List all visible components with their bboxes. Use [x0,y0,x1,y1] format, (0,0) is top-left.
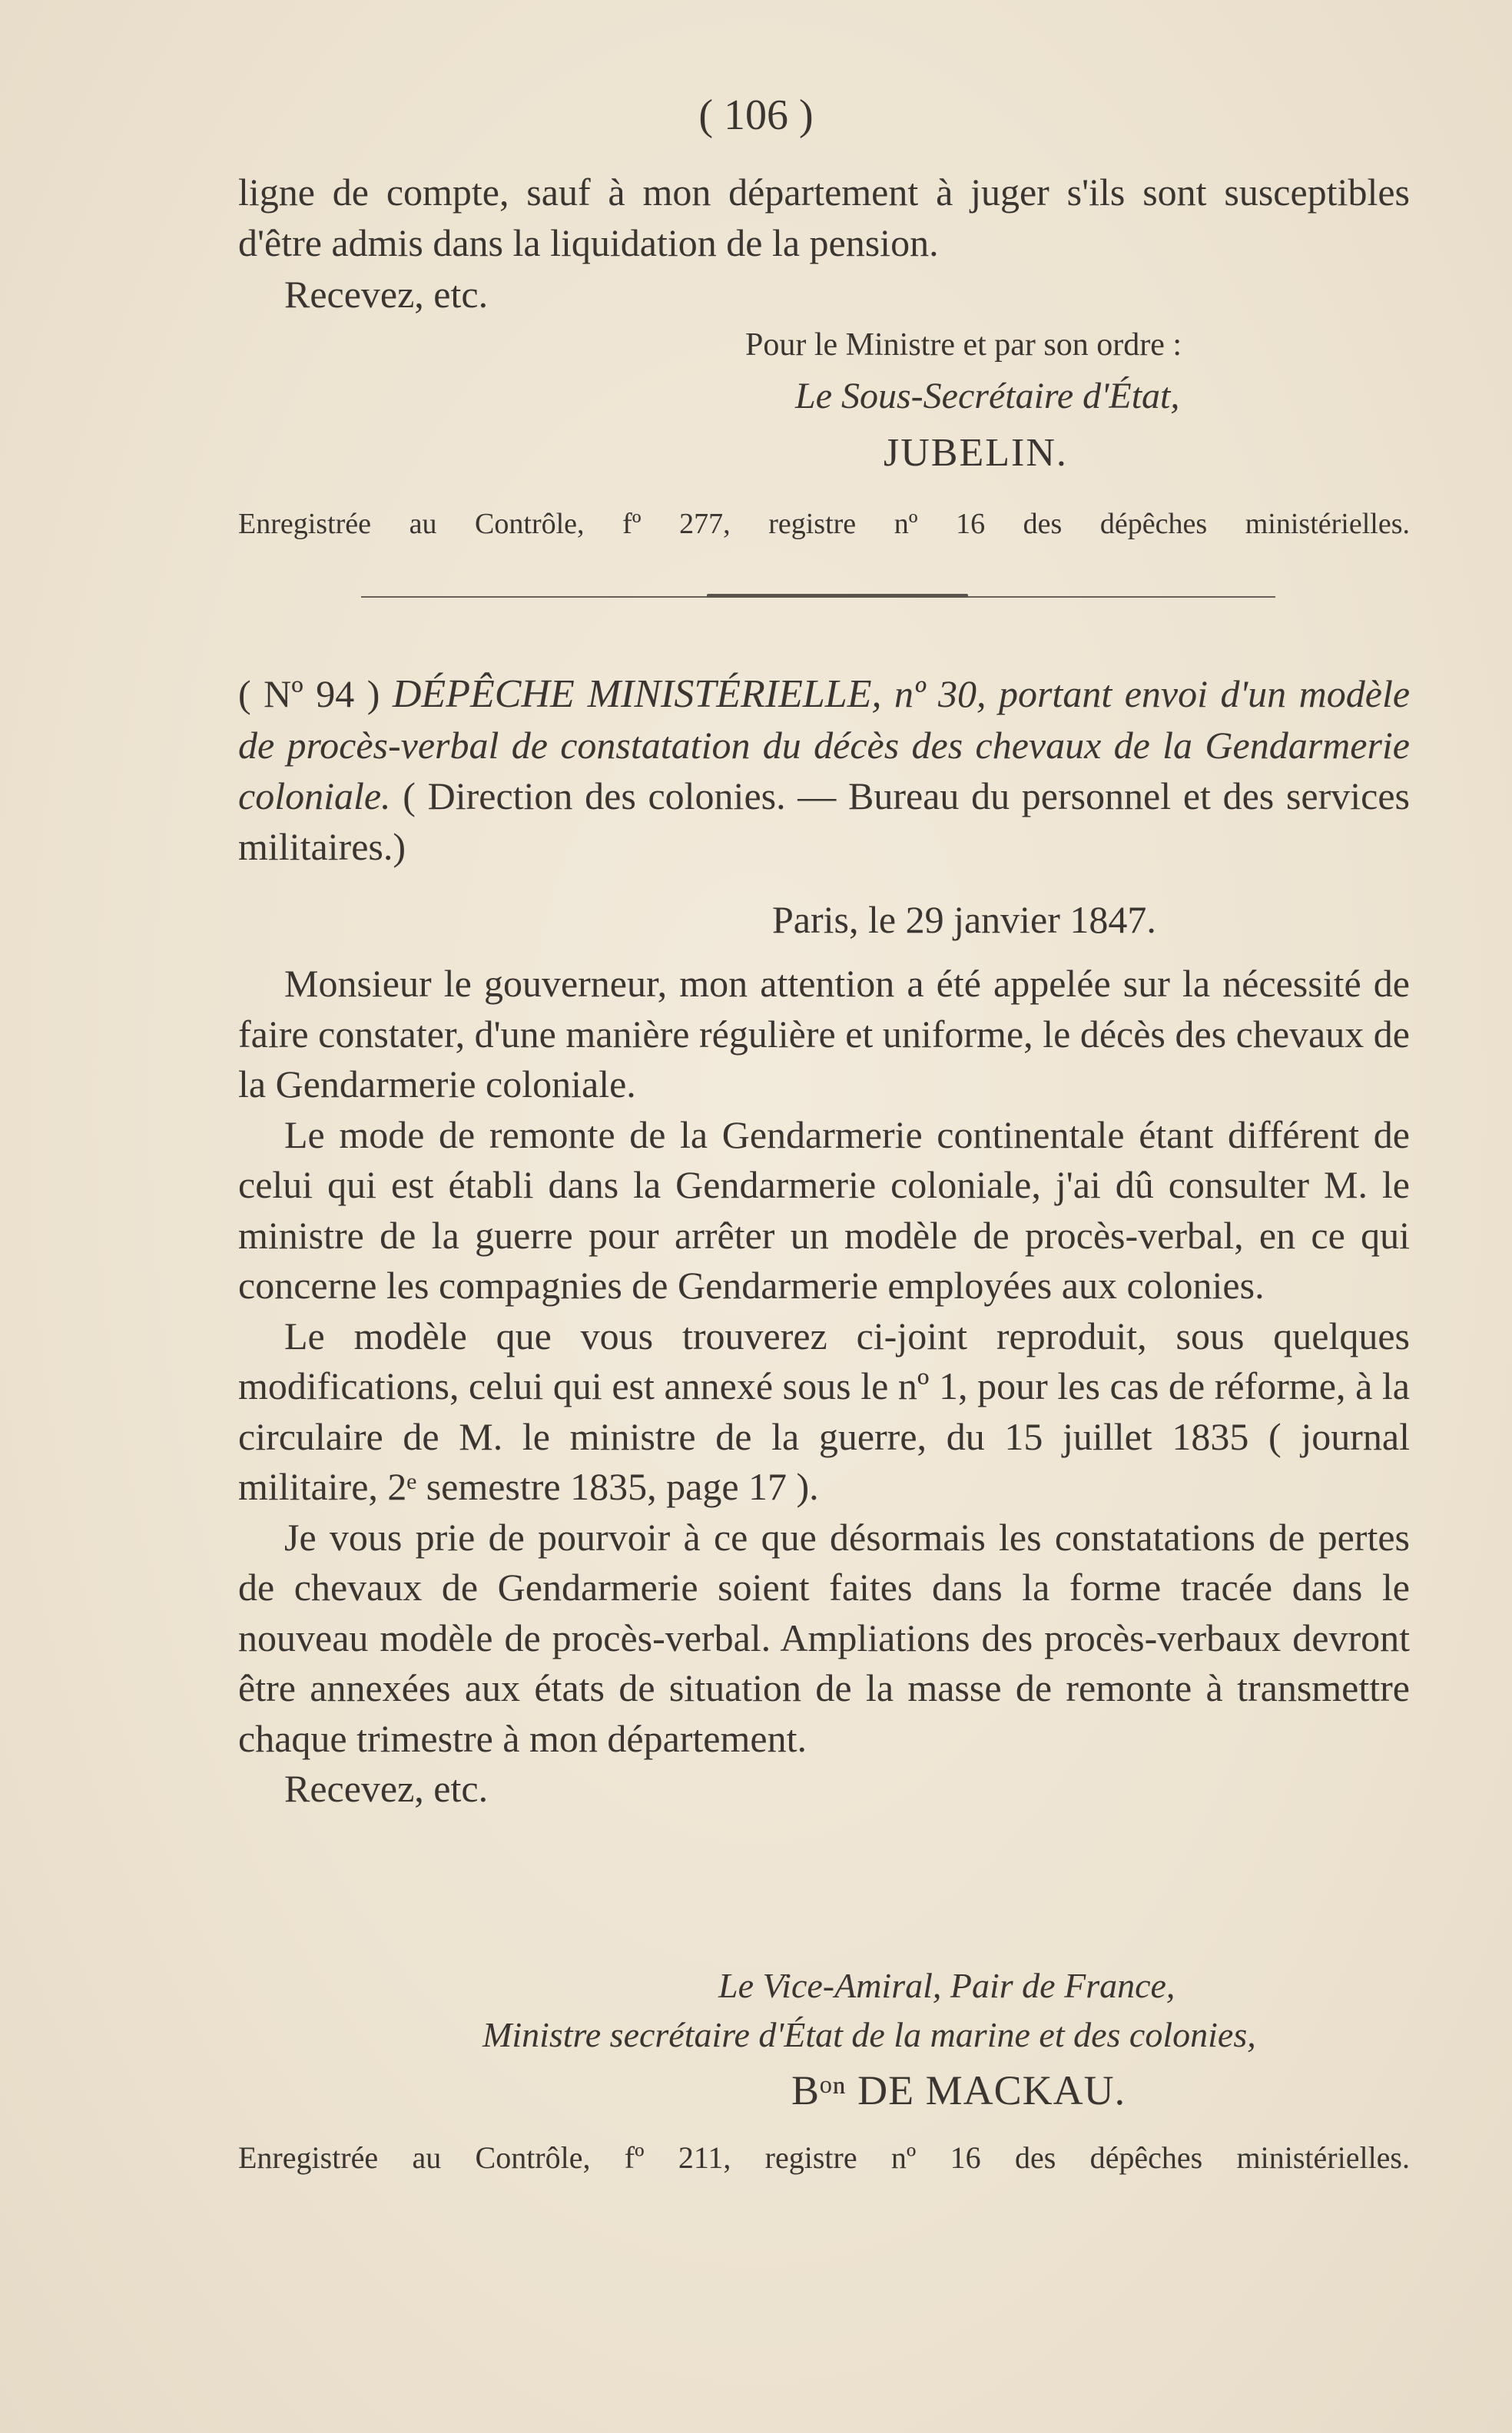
dispatch-94-heading [238,668,1410,872]
registration-line-bottom: Enregistrée au Contrôle, fº 211, registre nº 16 des dépêches ministérielles. [238,2140,1410,2175]
dispatch-94-body [238,959,1410,1815]
previous-dispatch-ending [238,167,1410,320]
order-line: Pour le Ministre et par son ordre : [745,327,1182,363]
signature-jubelin: JUBELIN. [884,431,1068,475]
dispatch-number: ( Nº 94 ) [238,672,380,715]
dispatch-heading-direction: ( Direction des colonies. — Bureau du personnel et des services militaires.) [238,774,1410,868]
body-paragraph-1: Monsieur le gouverneur, mon attention a été appelée sur la nécessité de faire constater, d'une manière régulière et uniforme, le décès des chevaux de la Gendarmerie coloniale. [238,962,1410,1105]
signatory-title-line-2: Ministre secrétaire d'État de la marine et des colonies, [482,2015,1256,2054]
body-paragraph-4: Je vous prie de pourvoir à ce que désormais les constatations de pertes de chevaux de Gendarmerie soient faites dans la forme tracée dans le nouveau modèle de procès-verbal. Ampliations des procès-verbaux devront être annexées aux états de situation de la masse de remonte à transmettre chaque trimestre à mon département. [238,1515,1410,1760]
continuation-paragraph: ligne de compte, sauf à mon département à juger s'ils sont susceptibles d'être admis dans la liquidation de la pension. [238,171,1410,264]
signatory-title: Le Sous-Secrétaire d'État, [795,376,1180,416]
dispatch-heading-number: nº 30, [894,672,986,715]
dispatch-heading-subject: portant envoi d'un modèle de procès-verbal de constatation du décès des chevaux de la Gendarmerie coloniale. [238,672,1411,817]
separator-rule-ornament [707,594,968,598]
closing-salutation: Recevez, etc. [284,1767,489,1810]
body-paragraph-3: Le modèle que vous trouverez ci-joint reproduit, sous quelques modifications, celui qui est annexé sous le nº 1, pour les cas de réforme, à la circulaire de M. le ministre de la guerre, du 15 juillet 1835 ( journal militaire, 2ᵉ semestre 1835, page 17 ). [238,1314,1410,1508]
signatory-title-line-1: Le Vice-Amiral, Pair de France, [718,1966,1175,2005]
page-number: ( 106 ) [698,91,814,139]
dispatch-heading-main: DÉPÊCHE MINISTÉRIELLE, [392,672,882,716]
body-paragraph-2: Le mode de remonte de la Gendarmerie continentale étant différent de celui qui est établi dans la Gendarmerie coloniale, j'ai dû consulter M. le ministre de la guerre pour arrêter un modèle de procès-verbal, en ce qui concerne les compagnies de Gendarmerie employées aux colonies. [238,1112,1410,1307]
dispatch-date: Paris, le 29 janvier 1847. [772,898,1156,941]
registration-line-top: Enregistrée au Contrôle, fº 277, registre nº 16 des dépêches ministérielles. [238,508,1410,540]
signature-mackau: Bᵒⁿ DE MACKAU. [791,2067,1126,2113]
salutation: Recevez, etc. [284,273,489,316]
